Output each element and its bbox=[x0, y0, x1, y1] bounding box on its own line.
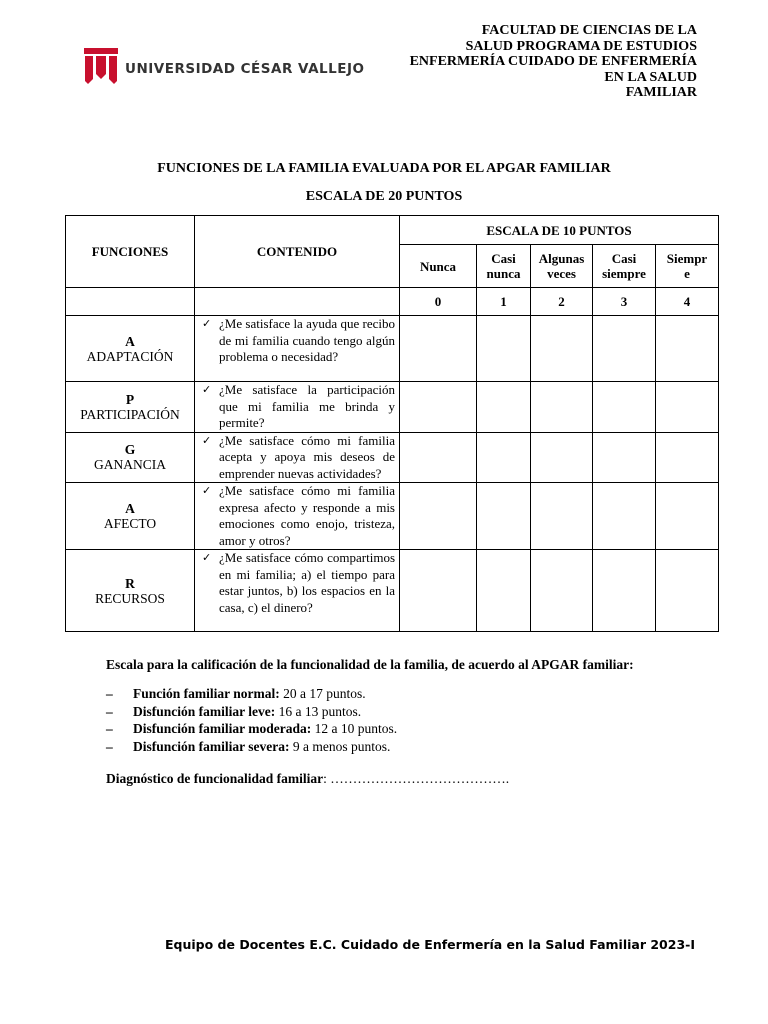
logo-text: UNIVERSIDAD CÉSAR VALLEJO bbox=[125, 60, 365, 77]
scale-label: Disfunción familiar leve: bbox=[133, 703, 276, 719]
answer-cell[interactable] bbox=[477, 550, 531, 632]
scale-option-algunas-veces: Algunas veces bbox=[531, 245, 593, 288]
diagnosis-label: Diagnóstico de funcionalidad familiar bbox=[106, 771, 324, 786]
table-row bbox=[66, 483, 719, 550]
scale-value: 1 bbox=[477, 288, 531, 316]
answer-cell[interactable] bbox=[477, 382, 531, 433]
header-contenido: CONTENIDO bbox=[195, 216, 400, 288]
function-cell bbox=[66, 382, 195, 433]
answer-cell[interactable] bbox=[656, 316, 719, 382]
question-text: ¿Me satisface cómo mi familia acepta y apoya mis deseos de emprender nuevas actividades? bbox=[219, 432, 395, 481]
empty-cell bbox=[195, 288, 400, 316]
diagnosis-field[interactable] bbox=[106, 771, 509, 787]
empty-cell bbox=[66, 288, 195, 316]
university-logo bbox=[84, 48, 364, 86]
checkmark-icon: ✓ bbox=[202, 383, 212, 396]
dash-icon: – bbox=[106, 703, 113, 719]
answer-cell[interactable] bbox=[531, 550, 593, 632]
function-name: GANANCIA bbox=[94, 457, 166, 473]
scale-option-nunca: Nunca bbox=[400, 245, 477, 288]
table-row bbox=[66, 550, 719, 632]
scale-value: 4 bbox=[656, 288, 719, 316]
faculty-line: ENFERMERÍA CUIDADO DE ENFERMERÍA bbox=[409, 54, 697, 69]
answer-cell[interactable] bbox=[593, 316, 656, 382]
scale-label: Disfunción familiar severa: bbox=[133, 738, 290, 754]
function-cell bbox=[66, 483, 195, 550]
document-subtitle: ESCALA DE 20 PUNTOS bbox=[305, 189, 463, 204]
answer-cell[interactable] bbox=[656, 432, 719, 483]
list-item bbox=[106, 738, 397, 756]
answer-cell[interactable] bbox=[593, 550, 656, 632]
apgar-table bbox=[65, 215, 719, 632]
function-letter: G bbox=[124, 442, 136, 458]
faculty-line: EN LA SALUD bbox=[604, 69, 697, 85]
header-scale: ESCALA DE 10 PUNTOS bbox=[400, 216, 719, 245]
list-item bbox=[106, 685, 397, 703]
answer-cell[interactable] bbox=[477, 432, 531, 483]
faculty-heading bbox=[377, 23, 697, 101]
checkmark-icon: ✓ bbox=[202, 484, 212, 497]
answer-cell[interactable] bbox=[531, 316, 593, 382]
function-name: AFECTO bbox=[103, 516, 157, 531]
function-cell bbox=[66, 432, 195, 483]
function-letter: R bbox=[125, 575, 135, 591]
dash-icon: – bbox=[106, 686, 113, 701]
function-name: ADAPTACIÓN bbox=[86, 348, 174, 364]
content-cell bbox=[195, 382, 400, 433]
scale-option-casi-nunca: Casi nunca bbox=[477, 245, 531, 288]
faculty-line: SALUD PROGRAMA DE ESTUDIOS bbox=[465, 38, 697, 54]
function-cell bbox=[66, 316, 195, 382]
scale-label: Disfunción familiar moderada: bbox=[133, 721, 312, 736]
answer-cell[interactable] bbox=[400, 382, 477, 433]
diagnosis-blank[interactable]: : …………………………………. bbox=[323, 771, 510, 786]
question-text: ¿Me satisface cómo compartimos en mi familia; a) el tiempo para estar juntos, b) los espacios en la casa, c) el dinero? bbox=[219, 550, 395, 615]
header-funciones: FUNCIONES bbox=[66, 216, 195, 288]
function-letter: A bbox=[125, 501, 135, 516]
function-name: PARTICIPACIÓN bbox=[80, 406, 180, 422]
answer-cell[interactable] bbox=[593, 483, 656, 550]
scale-legend: Escala para la calificación de la funcionalidad de la familia, de acuerdo al APGAR familiar: bbox=[106, 657, 634, 672]
answer-cell[interactable] bbox=[400, 432, 477, 483]
content-cell bbox=[195, 550, 400, 632]
scale-value-text: 12 a 10 puntos. bbox=[311, 721, 398, 736]
answer-cell[interactable] bbox=[531, 432, 593, 483]
dash-icon: – bbox=[106, 738, 113, 754]
table-row bbox=[66, 432, 719, 483]
checkmark-icon: ✓ bbox=[202, 551, 212, 564]
answer-cell[interactable] bbox=[477, 483, 531, 550]
faculty-line: FAMILIAR bbox=[625, 85, 697, 100]
scale-value-text: 16 a 13 puntos. bbox=[275, 703, 362, 719]
scale-value: 3 bbox=[593, 288, 656, 316]
dash-icon: – bbox=[106, 721, 113, 736]
question-text: ¿Me satisface la participación que mi familia me brinda y permite? bbox=[219, 382, 395, 430]
answer-cell[interactable] bbox=[477, 316, 531, 382]
answer-cell[interactable] bbox=[593, 382, 656, 433]
answer-cell[interactable] bbox=[400, 483, 477, 550]
question-text: ¿Me satisface cómo mi familia expresa afecto y responde a mis emociones como enojo, tristeza, amor y otros? bbox=[219, 483, 395, 548]
answer-cell[interactable] bbox=[656, 483, 719, 550]
document-title: FUNCIONES DE LA FAMILIA EVALUADA POR EL APGAR FAMILIAR bbox=[157, 161, 611, 176]
scale-option-casi-siempre: Casi siempre bbox=[593, 245, 656, 288]
answer-cell[interactable] bbox=[531, 483, 593, 550]
table-row bbox=[66, 382, 719, 433]
content-cell bbox=[195, 483, 400, 550]
scale-option-siempre: Siempr e bbox=[656, 245, 719, 288]
scale-value: 2 bbox=[531, 288, 593, 316]
scale-value: 0 bbox=[400, 288, 477, 316]
list-item bbox=[106, 720, 397, 738]
shield-logo-icon bbox=[84, 48, 118, 86]
scale-value-text: 9 a menos puntos. bbox=[289, 738, 391, 754]
answer-cell[interactable] bbox=[656, 382, 719, 433]
function-letter: P bbox=[125, 391, 135, 407]
answer-cell[interactable] bbox=[400, 550, 477, 632]
function-letter: A bbox=[125, 333, 135, 349]
checkmark-icon: ✓ bbox=[202, 433, 212, 447]
checkmark-icon: ✓ bbox=[202, 317, 212, 330]
answer-cell[interactable] bbox=[531, 382, 593, 433]
content-cell bbox=[195, 316, 400, 382]
answer-cell[interactable] bbox=[593, 432, 656, 483]
scale-value-text: 20 a 17 puntos. bbox=[279, 686, 366, 701]
answer-cell[interactable] bbox=[400, 316, 477, 382]
function-cell bbox=[66, 550, 195, 632]
page-footer: Equipo de Docentes E.C. Cuidado de Enfermería en la Salud Familiar 2023-I bbox=[165, 937, 695, 952]
list-item bbox=[106, 703, 397, 721]
scale-label: Función familiar normal: bbox=[133, 686, 280, 701]
content-cell bbox=[195, 432, 400, 483]
faculty-line: FACULTAD DE CIENCIAS DE LA bbox=[481, 23, 697, 38]
function-name: RECURSOS bbox=[95, 590, 165, 606]
question-text: ¿Me satisface la ayuda que recibo de mi familia cuando tengo algún problema o necesidad? bbox=[219, 316, 395, 364]
table-row bbox=[66, 316, 719, 382]
answer-cell[interactable] bbox=[656, 550, 719, 632]
scale-list bbox=[106, 685, 397, 755]
